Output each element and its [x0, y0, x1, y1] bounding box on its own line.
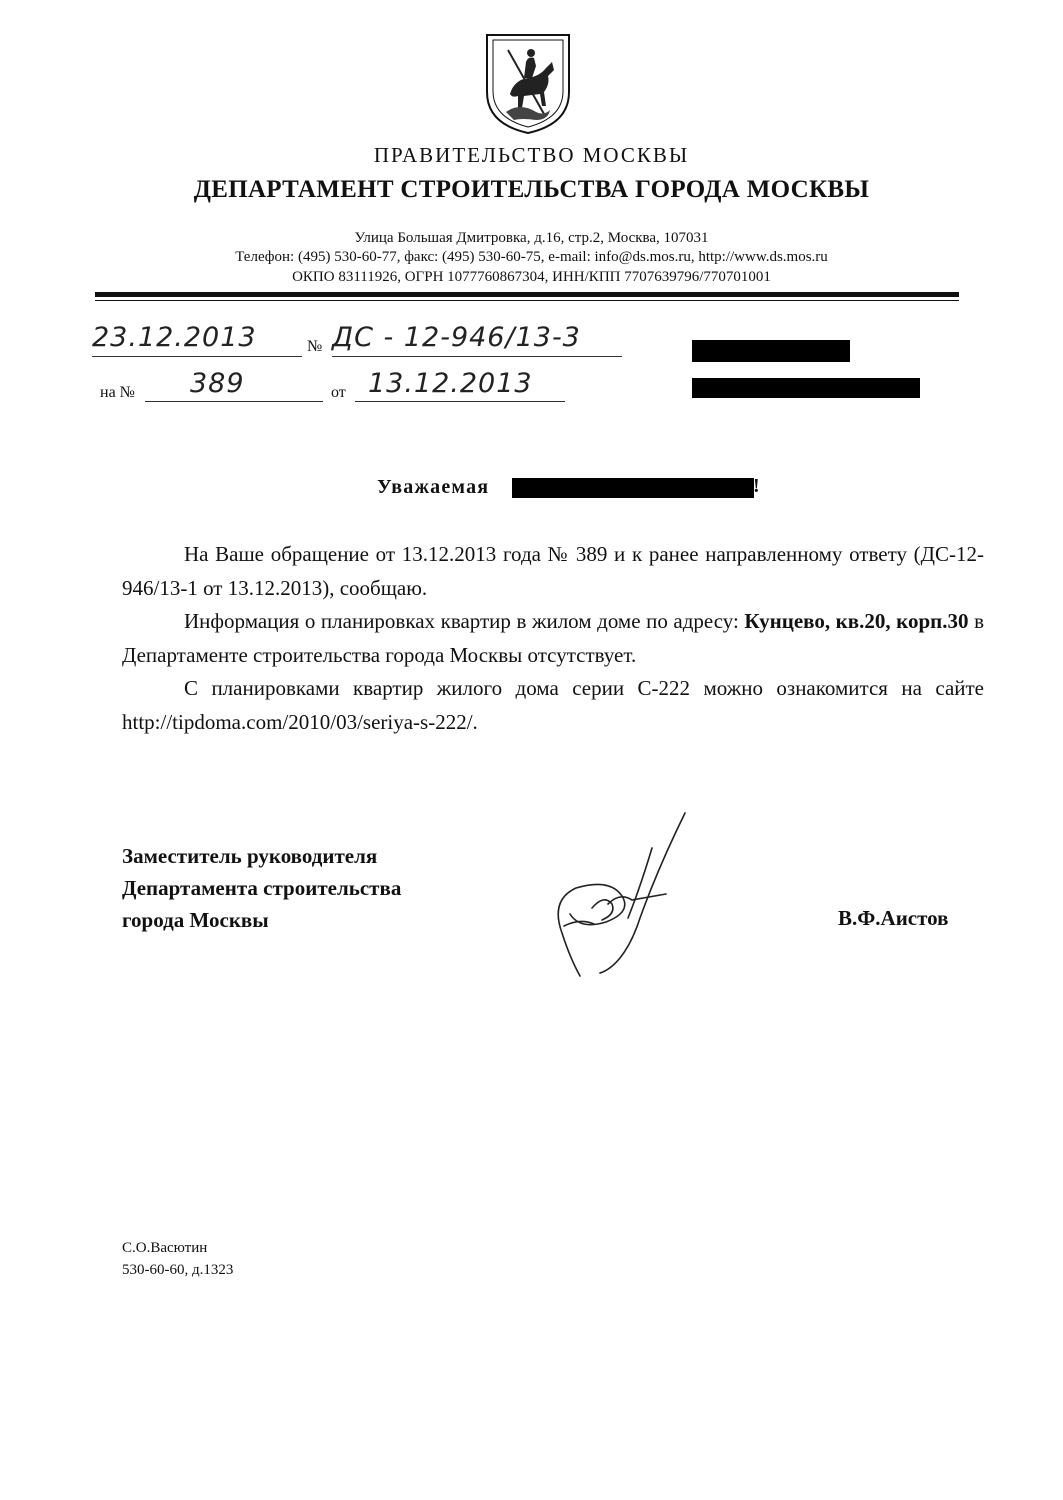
outgoing-number: ДС - 12-946/13-3 — [332, 322, 581, 353]
number-sign: № — [307, 338, 323, 355]
government-title: ПРАВИТЕЛЬСТВО МОСКВЫ — [373, 143, 690, 167]
signer-position-line3: города Москвы — [122, 908, 269, 932]
signer-name: В.Ф.Аистов — [838, 906, 949, 930]
moscow-coat-of-arms-icon — [484, 32, 572, 141]
address-line: Улица Большая Дмитровка, д.16, стр.2, Москва, 107031 — [354, 230, 709, 246]
outgoing-date-underline — [92, 356, 302, 357]
department-title: ДЕПАРТАМЕНТ СТРОИТЕЛЬСТВА ГОРОДА МОСКВЫ — [193, 176, 870, 203]
reply-to-label: на № — [100, 384, 135, 401]
paragraph-information-end: в Департаменте строительства города Москвы отсутствует. — [122, 609, 984, 667]
signer-position-line2: Департамента строительства — [122, 876, 402, 900]
reply-to-number: 389 — [190, 368, 245, 399]
reply-to-date-underline — [355, 401, 565, 402]
redacted-recipient-name — [512, 478, 754, 498]
paragraph-information — [122, 604, 984, 672]
redacted-addressee-line1 — [692, 340, 850, 362]
outgoing-number-underline — [332, 356, 622, 357]
salutation-text: Уважаемая — [377, 476, 490, 498]
header-divider-thick — [95, 292, 959, 297]
contacts-line: Телефон: (495) 530-60-77, факс: (495) 530-60-75, e-mail: info@ds.mos.ru, http://www.ds.mos.ru — [235, 249, 828, 265]
reply-to-date: 13.12.2013 — [368, 368, 533, 399]
reply-to-number-underline — [145, 401, 323, 402]
redacted-addressee-line2 — [692, 378, 920, 398]
salutation — [377, 476, 489, 499]
address-bold: Кунцево, кв.20, корп.30 — [744, 609, 969, 633]
executor-name: С.О.Васютин — [122, 1240, 208, 1256]
salutation-exclamation: ! — [753, 475, 760, 497]
executor-info — [122, 1237, 233, 1281]
paragraph-request-reference: На Ваше обращение от 13.12.2013 года № 389 и к ранее направленному ответу (ДС-12-946/13-1 от 13.12.2013), сообщаю. — [122, 542, 984, 600]
handwritten-signature-icon — [540, 808, 690, 993]
executor-phone: 530-60-60, д.1323 — [122, 1262, 234, 1278]
header-divider-thin — [95, 300, 959, 301]
registry-codes-line: ОКПО 83111926, ОГРН 1077760867304, ИНН/КПП 7707639796/770701001 — [292, 269, 771, 285]
outgoing-date: 23.12.2013 — [92, 322, 257, 353]
paragraph-information-start: Информация о планировках квартир в жилом доме по адресу: — [184, 609, 745, 633]
signer-position-line1: Заместитель руководителя — [122, 844, 378, 868]
paragraph-website-reference: С планировками квартир жилого дома серии С-222 можно ознакомится на сайте http://tipdoma.com/2010/03/seriya-s-222/. — [122, 676, 984, 734]
from-label: от — [331, 384, 346, 401]
